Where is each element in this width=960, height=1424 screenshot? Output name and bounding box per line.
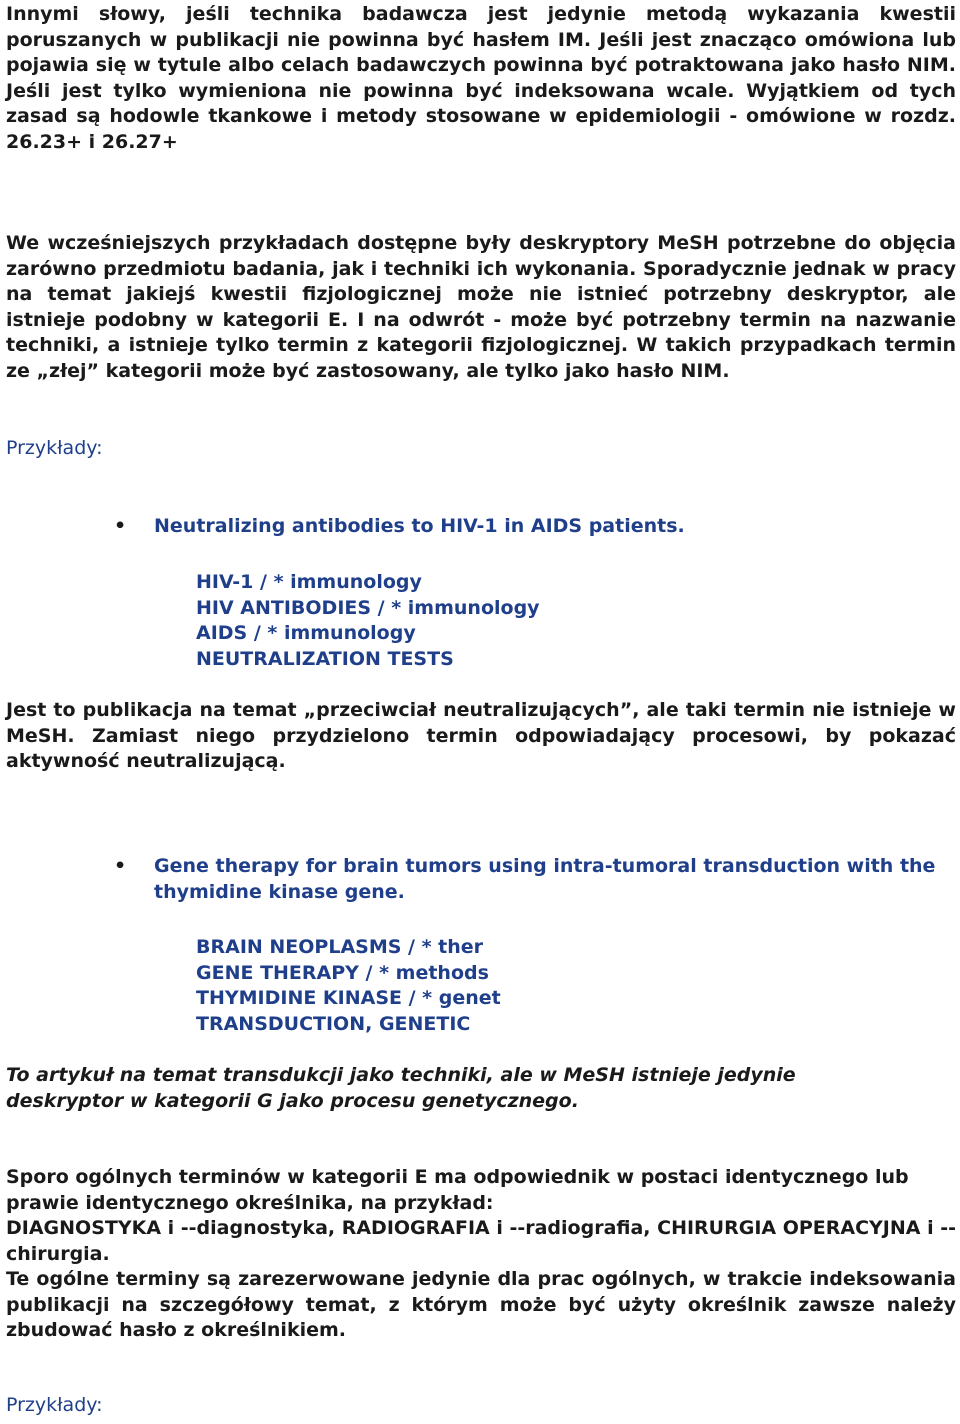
term-item: NEUTRALIZATION TESTS — [196, 647, 454, 670]
term-item: BRAIN NEOPLASMS / * ther — [196, 936, 484, 958]
example-1-explanation: Jest to publikacja na temat „przeciwciał neutralizujących”, ale taki termin nie istnieje w MeSH. Zamiast niego przydzielono termin odpowiadający procesowi, by pokazać aktywność neutralizującą. — [6, 699, 956, 773]
bullet-icon: • — [114, 515, 127, 537]
paragraph-general-terms-intro: Sporo ogólnych terminów w kategorii E ma odpowiednik w postaci identycznego lub prawie identycznego określnika, na przykład: — [6, 1166, 909, 1214]
paragraph-general-terms-usage: Te ogólne terminy są zarezerwowane jedynie dla prac ogólnych, w trakcie indeksowania publikacji na szczegółowy temat, z którym może być użyty określnik zawsze należy zbudować hasło z określnikiem. — [6, 1268, 956, 1342]
example-1-title: Neutralizing antibodies to HIV-1 in AIDS patients. — [154, 515, 685, 537]
examples-label-2: Przykłady: — [6, 1394, 103, 1416]
term-item: AIDS / * immunology — [196, 622, 416, 645]
paragraph-mesh-descriptors: We wcześniejszych przykładach dostępne były deskryptory MeSH potrzebne do objęcia zarówno przedmiotu badania, jak i techniki ich wykonania. Sporadycznie jednak w pracy na temat jakiejś kwestii fizjologicznej może nie istnieć potrzebny deskryptor, ale istnieje podobny w kategorii E. I na odwrót - może być potrzebny termin na nazwanie techniki, a istnieje tylko termin z kategorii fizjologicznej. W takich przypadkach termin ze „złej” kategorii może być zastosowany, ale tylko jako hasło NIM. — [6, 232, 956, 382]
term-item: GENE THERAPY / * methods — [196, 961, 489, 984]
example-1-title-row — [6, 514, 954, 540]
paragraph-technique-rules: Innymi słowy, jeśli technika badawcza jest jedynie metodą wykazania kwestii poruszanych w publikacji nie powinna być hasłem IM. Jeśli jest znacząco omówiona lub pojawia się w tytule albo celach badawczych powinna być potraktowana jako hasło NIM. Jeśli jest tylko wymieniona nie powinna być indeksowana wcale. Wyjątkiem od tych zasad są hodowle tkankowe i metody stosowane w epidemiologii - omówione w rozdz. 26.23+ i 26.27+ — [6, 3, 956, 153]
example-2-title: Gene therapy for brain tumors using intra-tumoral transduction with the thymidine kinase gene. — [154, 855, 936, 903]
examples-label: Przykłady: — [6, 437, 103, 459]
example-2-terms — [6, 935, 501, 1037]
example-2-title-row — [6, 854, 954, 905]
paragraph-general-terms-list: DIAGNOSTYKA i --diagnostyka, RADIOGRAFIA i --radiografia, CHIRURGIA OPERACYJNA i --chirurgia. — [6, 1217, 956, 1265]
bullet-icon: • — [114, 855, 127, 877]
term-item: THYMIDINE KINASE / * genet — [196, 987, 501, 1010]
term-item: HIV ANTIBODIES / * immunology — [196, 596, 540, 619]
example-1-terms — [6, 570, 540, 672]
term-item: HIV-1 / * immunology — [196, 571, 422, 593]
term-item: TRANSDUCTION, GENETIC — [196, 1012, 471, 1035]
example-2-explanation: To artykuł na temat transdukcji jako techniki, ale w MeSH istnieje jedynie deskryptor w kategorii G jako procesu genetycznego. — [6, 1064, 796, 1112]
